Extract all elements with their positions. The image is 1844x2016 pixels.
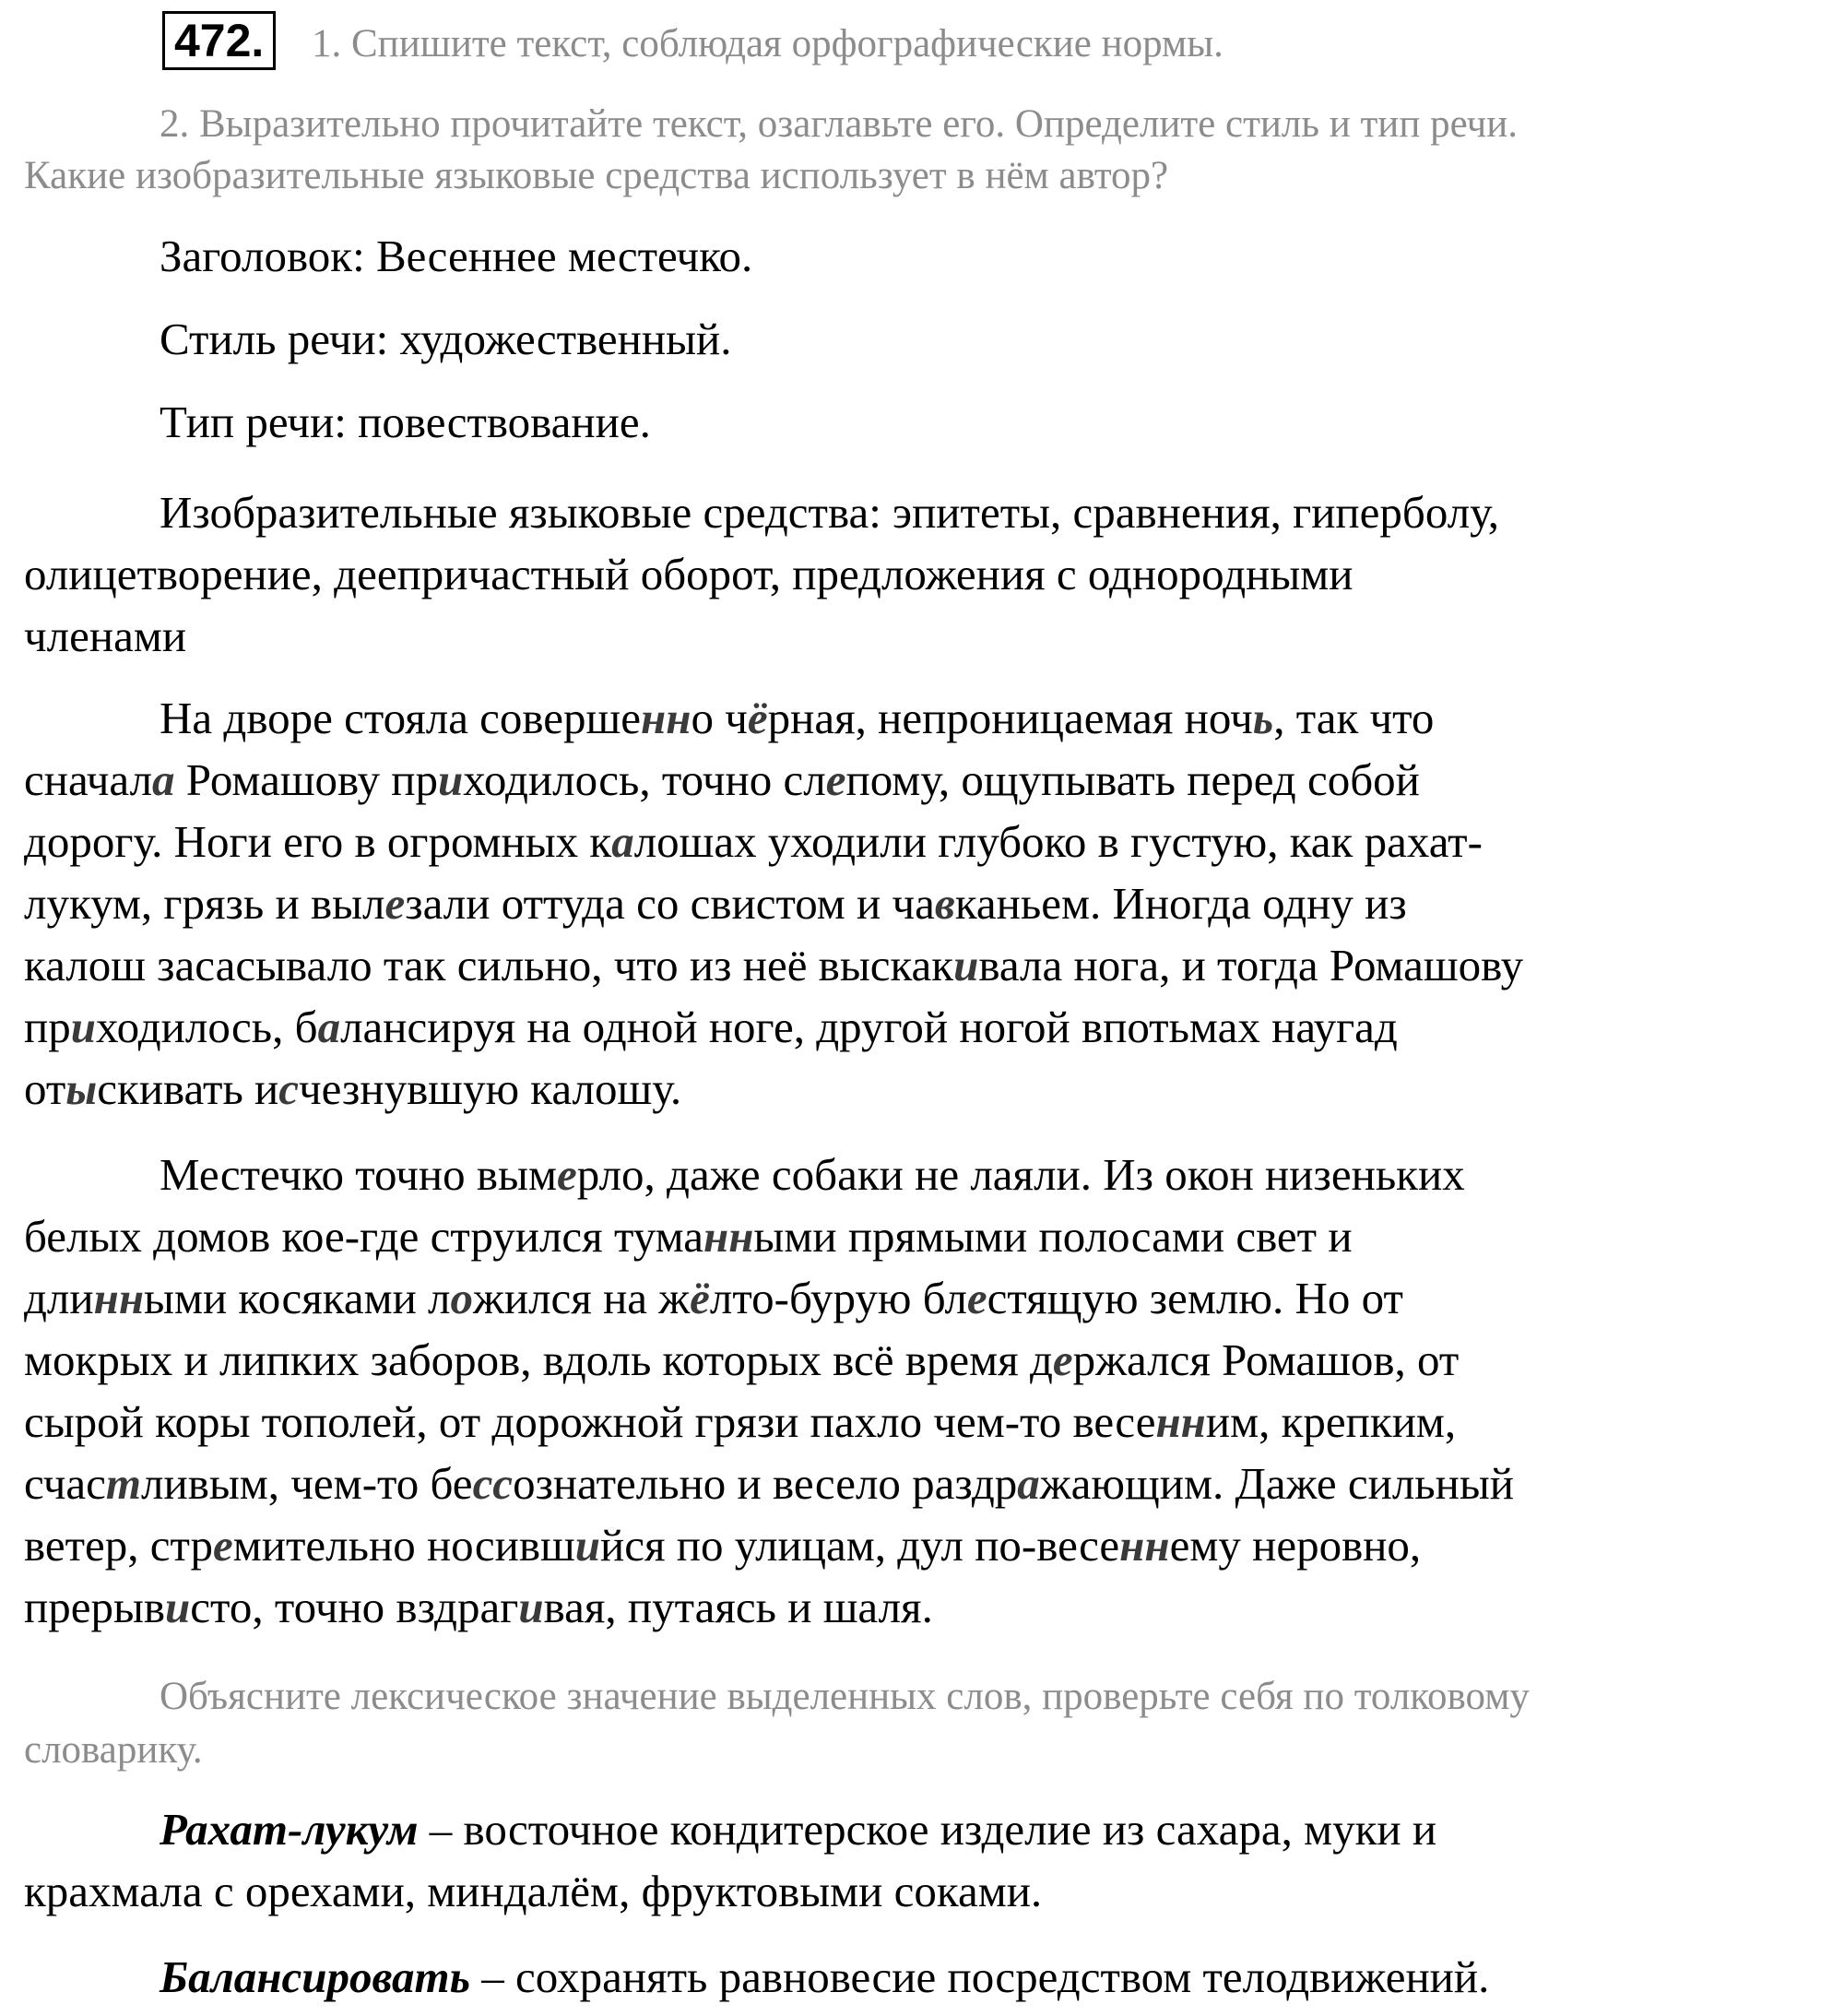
text-segment: сырой коры тополей, от дорожной грязи пахло чем-то весе (24, 1396, 1156, 1447)
highlighted-letter: и (70, 1002, 96, 1052)
highlighted-letter: а (611, 816, 634, 867)
highlighted-letter: ё (747, 693, 768, 743)
highlighted-letter: и (165, 1582, 191, 1632)
highlighted-letter: нн (641, 693, 692, 743)
text-line (24, 811, 1483, 872)
text-segment: скивать и (97, 1063, 279, 1114)
text-segment: от (24, 1063, 66, 1114)
text-segment: ознательно и весело раздр (513, 1458, 1018, 1509)
text-segment: дорогу. Ноги его в огромных к (24, 816, 612, 867)
highlighted-letter: а (152, 754, 175, 805)
definition-term: Балансировать (160, 1951, 471, 2002)
text-segment: пому, ощупывать перед собой (845, 754, 1420, 805)
answer-means-line: олицетворение, деепричастный оборот, предложения с однородными (24, 549, 1353, 599)
text-segment: жающим. Даже сильный (1039, 1458, 1514, 1509)
text-line (24, 934, 1523, 996)
highlighted-letter: т (105, 1458, 142, 1509)
text-segment: лансируя на одной ноге, другой ногой впотьмах наугад (340, 1002, 1398, 1052)
text-line (24, 1576, 933, 1638)
answer-title: Заголовок: Весеннее местечко. (160, 231, 753, 281)
text-segment: мокрых и липких заборов, вдоль которых всё время д (24, 1334, 1053, 1385)
text-segment: прерыв (24, 1582, 166, 1632)
highlighted-letter: е (556, 1149, 577, 1200)
definition-text: крахмала с орехами, миндалём, фруктовыми соками. (24, 1866, 1043, 1916)
text-segment: , так что (1273, 693, 1435, 743)
highlighted-letter: ё (690, 1273, 710, 1323)
highlighted-letter: нн (703, 1211, 754, 1262)
text-segment: ржался Ромашов, от (1072, 1334, 1460, 1385)
text-line (160, 687, 1434, 749)
instruction-2-line: Какие изобразительные языковые средства использует в нём автор? (24, 154, 1169, 197)
text-segment: стящую землю. Но от (987, 1273, 1403, 1323)
explain-task-line: Объясните лексическое значение выделенных слов, проверьте себя по толковому (160, 1675, 1530, 1718)
highlighted-letter: в (934, 878, 955, 929)
definition-term: Рахат-лукум (160, 1804, 419, 1855)
definition-balansirovat (160, 1946, 1489, 2008)
text-line (24, 1453, 1514, 1514)
highlighted-letter: е (213, 1520, 233, 1571)
highlighted-letter: с (278, 1063, 300, 1114)
text-segment: ливым, чем-то бе (141, 1458, 473, 1509)
text-segment: о ч (691, 693, 748, 743)
highlighted-letter: нн (93, 1273, 145, 1323)
text-segment: белых домов кое-где струился тума (24, 1211, 703, 1262)
text-segment: ходилось, точно сл (463, 754, 826, 805)
text-segment: сначал (24, 754, 153, 805)
text-line (24, 1058, 681, 1120)
explain-task-line: словарику. (24, 1728, 203, 1772)
highlighted-letter: нн (1155, 1396, 1206, 1447)
text-segment: пр (24, 1002, 71, 1052)
text-segment: лошах уходили глубоко в густую, как рахат- (633, 816, 1483, 867)
answer-type: Тип речи: повествование. (160, 397, 651, 447)
text-segment: ходилось, б (96, 1002, 318, 1052)
answer-means-line: членами (24, 611, 187, 661)
text-segment: счас (24, 1458, 106, 1509)
text-segment: сто, точно вздраг (190, 1582, 519, 1632)
text-segment: ыми косяками л (144, 1273, 451, 1323)
definition-rahat-lukum (160, 1798, 1436, 1860)
text-segment: йся по улицам, дул по-весе (600, 1520, 1120, 1571)
highlighted-letter: и (574, 1520, 600, 1571)
text-line (24, 749, 1420, 811)
highlighted-letter: е (384, 878, 406, 929)
text-line (24, 1205, 1353, 1267)
highlighted-letter: и (953, 940, 979, 990)
text-segment: им, крепким, (1205, 1396, 1457, 1447)
text-segment: жился на ж (473, 1273, 691, 1323)
highlighted-letter: ь (1252, 693, 1274, 743)
text-segment: калош засасывало так сильно, что из неё выскак (24, 940, 954, 990)
highlighted-letter: и (518, 1582, 544, 1632)
text-segment: Ромашову пр (174, 754, 438, 805)
text-segment: ветер, стр (24, 1520, 214, 1571)
text-line (24, 1514, 1421, 1576)
text-segment: вая, путаясь и шаля. (543, 1582, 933, 1632)
definition-text: – восточное кондитерское изделие из сахара, муки и (418, 1804, 1437, 1855)
text-segment: лукум, грязь и выл (24, 878, 385, 929)
highlighted-letter: сс (472, 1458, 514, 1509)
highlighted-letter: е (1052, 1334, 1073, 1385)
exercise-number: 472. (162, 11, 276, 70)
text-line (160, 1144, 1465, 1205)
instruction-1: 1. Спишите текст, соблюдая орфографические нормы. (312, 22, 1223, 65)
answer-style: Стиль речи: художественный. (160, 314, 732, 364)
definition-text: – сохранять равновесие посредством телодвижений. (470, 1951, 1490, 2002)
highlighted-letter: а (1017, 1458, 1040, 1509)
highlighted-letter: е (966, 1273, 987, 1323)
text-line (24, 1267, 1403, 1329)
highlighted-letter: нн (1119, 1520, 1170, 1571)
highlighted-letter: и (437, 754, 464, 805)
text-segment: рло, даже собаки не лаяли. Из окон низеньких (576, 1149, 1465, 1200)
instruction-2-line: 2. Выразительно прочитайте текст, озаглавьте его. Определите стиль и тип речи. (160, 102, 1518, 146)
text-line (24, 1329, 1459, 1391)
highlighted-letter: ы (65, 1063, 98, 1114)
highlighted-letter: о (450, 1273, 474, 1323)
text-segment: лто-бурую бл (709, 1273, 967, 1323)
text-segment: ему неровно, (1169, 1520, 1422, 1571)
text-segment: чезнувшую калошу. (299, 1063, 682, 1114)
text-segment: дли (24, 1273, 94, 1323)
text-segment: зали оттуда со свистом и ча (405, 878, 935, 929)
answer-means-line: Изобразительные языковые средства: эпитеты, сравнения, гиперболу, (160, 487, 1499, 538)
text-segment: мительно носивш (232, 1520, 575, 1571)
highlighted-letter: а (317, 1002, 341, 1052)
text-line (24, 872, 1407, 934)
text-segment: На дворе стояла соверше (160, 693, 642, 743)
highlighted-letter: е (825, 754, 846, 805)
text-line (24, 996, 1398, 1058)
text-segment: Местечко точно вым (160, 1149, 557, 1200)
text-line (24, 1391, 1456, 1453)
text-segment: ыми прямыми полосами свет и (753, 1211, 1353, 1262)
text-segment: рная, непроницаемая ноч (767, 693, 1253, 743)
text-segment: каньем. Иногда одну из (954, 878, 1407, 929)
text-segment: вала нога, и тогда Ромашову (978, 940, 1524, 990)
